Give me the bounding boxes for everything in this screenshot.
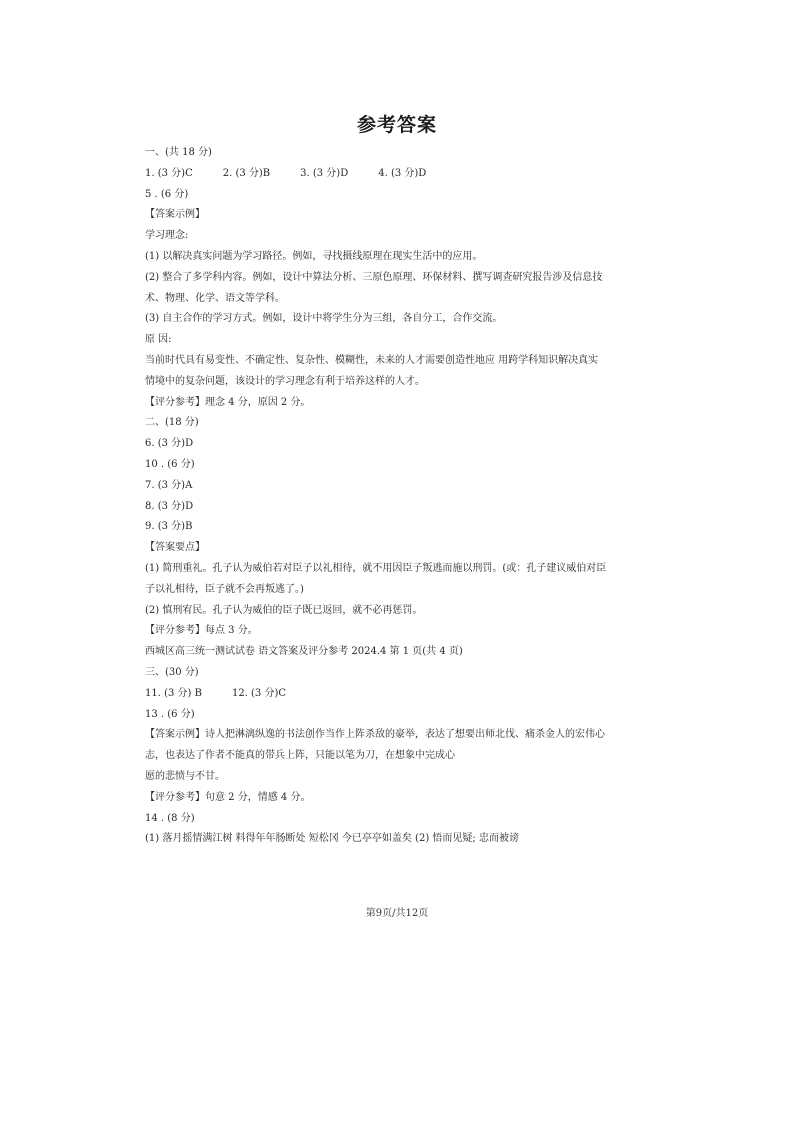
- example-13-line-3: 愿的悲愤与不甘。: [145, 770, 225, 782]
- answer-q6: 6. (3 分)D: [145, 438, 194, 450]
- page-title: 参考答案: [356, 114, 437, 136]
- score-reference-5: 【评分参考】理念 4 分，原因 2 分。: [145, 396, 311, 408]
- answer-points-label: 【答案要点】: [145, 542, 205, 554]
- concept-point-3: (3) 自主合作的学习方式。例如，设计中将学生分为三组，各自分工，合作交流。: [145, 313, 503, 325]
- concept-point-1: (1) 以解决真实问题为学习路径。例如，寻找摄线原理在现实生活中的应用。: [145, 250, 483, 262]
- answer-body: [145, 143, 665, 850]
- mc-answers-row-3: [145, 684, 665, 705]
- section-3-heading: 三、(30 分): [145, 666, 199, 678]
- example-13-line-1: 【答案示例】诗人把淋漓纵逸的书法创作当作上阵杀敌的豪举，表达了想要出师北伐、痛杀金人的宏伟心: [145, 729, 605, 741]
- answer-q8: 8. (3 分)D: [145, 500, 194, 512]
- answer-q1: 1. (3 分)C: [145, 167, 193, 179]
- reason-text-1: 当前时代具有易变性、不确定性、复杂性、模糊性，未来的人才需要创造性地应 用跨学科知识解决真实: [145, 354, 599, 366]
- answer-q9: 9. (3 分)B: [145, 521, 193, 533]
- score-reference-10: 【评分参考】每点 3 分。: [145, 625, 258, 637]
- question-13-heading: 13 . (6 分): [145, 708, 195, 720]
- reason-label: 原 因:: [145, 334, 172, 346]
- section-2-heading: 二、(18 分): [145, 417, 199, 429]
- question-10-heading: 10 . (6 分): [145, 458, 195, 470]
- key-point-1-cont: 子以礼相待，臣子就不会再叛逃了。): [145, 583, 304, 595]
- answer-q2: 2. (3 分)B: [222, 167, 271, 179]
- key-point-2: (2) 慎刑宥民。孔子认为威伯的臣子既已返回，就不必再惩罚。: [145, 604, 423, 616]
- answer-example-label: 【答案示例】: [145, 209, 205, 221]
- page-number: 第9页/共12页: [365, 908, 429, 919]
- example-13-line-2: 志，也表达了作者不能真的带兵上阵，只能以笔为刀，在想象中完成心: [145, 750, 455, 762]
- concept-point-2: (2) 整合了多学科内容。例如，设计中算法分析、三原色原理、环保材料、撰写调查研究报告涉及信息技: [145, 271, 603, 283]
- source-page-note: 西城区高三统一测试试卷 语文答案及评分参考 2024.4 第 1 页(共 4 页): [145, 646, 463, 658]
- question-5-heading: 5 . (6 分): [145, 188, 189, 200]
- question-14-heading: 14 . (8 分): [145, 812, 195, 824]
- answer-q14: (1) 落月摇情满江树 料得年年肠断处 短松冈 今已亭亭如盖矣 (2) 悟而见疑; 忠而被谤: [145, 833, 519, 845]
- concept-label: 学习理念:: [145, 230, 189, 242]
- score-reference-13: 【评分参考】句意 2 分，情感 4 分。: [145, 791, 311, 803]
- answer-q12: 12. (3 分)C: [231, 687, 287, 699]
- answer-q11: 11. (3 分) B: [145, 687, 202, 699]
- answer-q3: 3. (3 分)D: [300, 167, 349, 179]
- answer-q4: 4. (3 分)D: [378, 167, 427, 179]
- mc-answers-row-1: [145, 164, 665, 185]
- key-point-1: (1) 简刑重礼。孔子认为威伯若对臣子以礼相待，就不用因臣子叛逃而施以刑罚。(或：孔子建议威伯对臣: [145, 562, 607, 574]
- answer-q7: 7. (3 分)A: [145, 479, 193, 491]
- concept-point-2-cont: 术、物理、化学、语文等学科。: [145, 292, 285, 304]
- reason-text-2: 情境中的复杂问题，该设计的学习理念有利于培养这样的人才。: [145, 375, 425, 387]
- section-1-heading: 一、(共 18 分): [145, 147, 212, 158]
